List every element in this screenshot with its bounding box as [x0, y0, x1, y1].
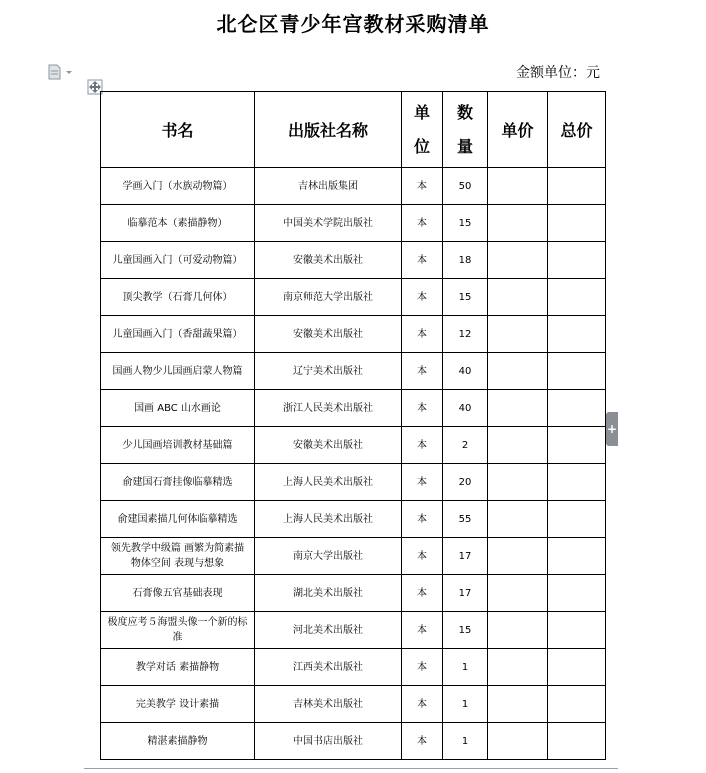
- table-row: [101, 723, 606, 760]
- unit-cell[interactable]: 本: [402, 686, 443, 723]
- total-price-cell[interactable]: [548, 723, 606, 760]
- unit-cell[interactable]: 本: [402, 575, 443, 612]
- table-row: [101, 316, 606, 353]
- document-title: 北仑区青少年宫教材采购清单: [216, 12, 490, 36]
- publisher-cell[interactable]: 南京大学出版社: [255, 538, 402, 575]
- unit-price-cell[interactable]: [488, 575, 548, 612]
- publisher-cell[interactable]: 浙江人民美术出版社: [255, 390, 402, 427]
- quantity-cell[interactable]: 18: [443, 242, 488, 279]
- publisher-cell[interactable]: 安徽美术出版社: [255, 427, 402, 464]
- quantity-cell[interactable]: 15: [443, 612, 488, 649]
- header-unit-top: 单: [413, 102, 430, 122]
- total-price-cell[interactable]: [548, 464, 606, 501]
- unit-cell[interactable]: 本: [402, 353, 443, 390]
- purchase-table: [100, 91, 606, 760]
- table-row: [101, 686, 606, 723]
- table-row: [101, 390, 606, 427]
- unit-price-cell[interactable]: [488, 205, 548, 242]
- book-name-cell[interactable]: 俞建国石膏挂像临摹精选: [101, 464, 255, 501]
- quantity-cell[interactable]: 1: [443, 686, 488, 723]
- book-name-cell[interactable]: 儿童国画入门（香甜蔬果篇）: [101, 316, 255, 353]
- publisher-cell[interactable]: 安徽美术出版社: [255, 316, 402, 353]
- book-name-cell[interactable]: 学画入门（水族动物篇）: [101, 168, 255, 205]
- table-row: [101, 538, 606, 575]
- book-name-cell[interactable]: 儿童国画入门（可爱动物篇）: [101, 242, 255, 279]
- publisher-cell[interactable]: 吉林出版集团: [255, 168, 402, 205]
- unit-cell[interactable]: 本: [402, 723, 443, 760]
- page-bottom-divider: [84, 768, 618, 769]
- publisher-cell[interactable]: 辽宁美术出版社: [255, 353, 402, 390]
- header-unit: [402, 92, 443, 168]
- book-name-cell[interactable]: 少儿国画培训教材基础篇: [101, 427, 255, 464]
- expand-panel-icon[interactable]: +: [606, 412, 618, 446]
- header-unit-price: 单价: [488, 92, 548, 168]
- book-name-cell[interactable]: 教学对话 素描静物: [101, 649, 255, 686]
- publisher-cell[interactable]: 河北美术出版社: [255, 612, 402, 649]
- unit-price-cell[interactable]: [488, 464, 548, 501]
- publisher-cell[interactable]: 湖北美术出版社: [255, 575, 402, 612]
- quantity-cell[interactable]: 55: [443, 501, 488, 538]
- quantity-cell[interactable]: 15: [443, 205, 488, 242]
- amount-unit-note: 金额单位：元: [516, 65, 600, 81]
- unit-price-cell[interactable]: [488, 353, 548, 390]
- unit-cell[interactable]: 本: [402, 464, 443, 501]
- quantity-cell[interactable]: 12: [443, 316, 488, 353]
- publisher-cell[interactable]: 中国美术学院出版社: [255, 205, 402, 242]
- total-price-cell[interactable]: [548, 242, 606, 279]
- book-name-cell[interactable]: 石膏像五官基础表现: [101, 575, 255, 612]
- book-name-cell[interactable]: 国画人物少儿国画启蒙人物篇: [101, 353, 255, 390]
- unit-price-cell[interactable]: [488, 242, 548, 279]
- total-price-cell[interactable]: [548, 390, 606, 427]
- publisher-cell[interactable]: 南京师范大学出版社: [255, 279, 402, 316]
- quantity-cell[interactable]: 17: [443, 575, 488, 612]
- book-name-cell[interactable]: 俞建国素描几何体临摹精选: [101, 501, 255, 538]
- quantity-cell[interactable]: 1: [443, 649, 488, 686]
- total-price-cell[interactable]: [548, 279, 606, 316]
- unit-price-cell[interactable]: [488, 612, 548, 649]
- publisher-cell[interactable]: 中国书店出版社: [255, 723, 402, 760]
- publisher-cell[interactable]: 安徽美术出版社: [255, 242, 402, 279]
- publisher-cell[interactable]: 江西美术出版社: [255, 649, 402, 686]
- table-row: [101, 427, 606, 464]
- table-header-row: [101, 92, 606, 168]
- unit-price-cell[interactable]: [488, 686, 548, 723]
- quantity-cell[interactable]: 40: [443, 390, 488, 427]
- total-price-cell[interactable]: [548, 168, 606, 205]
- book-name-cell[interactable]: 国画 ABC 山水画论: [101, 390, 255, 427]
- table-row: [101, 464, 606, 501]
- header-quantity: [443, 92, 488, 168]
- quantity-cell[interactable]: 17: [443, 538, 488, 575]
- unit-price-cell[interactable]: [488, 501, 548, 538]
- quantity-cell[interactable]: 1: [443, 723, 488, 760]
- unit-price-cell[interactable]: [488, 649, 548, 686]
- header-qty-bottom: 量: [456, 136, 473, 156]
- unit-price-cell[interactable]: [488, 390, 548, 427]
- book-name-cell[interactable]: 极度应考５海盟头像一个新的标准: [101, 612, 255, 649]
- table-row: [101, 168, 606, 205]
- total-price-cell[interactable]: [548, 649, 606, 686]
- book-name-cell[interactable]: 顶尖教学（石膏几何体）: [101, 279, 255, 316]
- table-row: [101, 575, 606, 612]
- unit-price-cell[interactable]: [488, 168, 548, 205]
- total-price-cell[interactable]: [548, 353, 606, 390]
- book-name-cell[interactable]: 精湛素描静物: [101, 723, 255, 760]
- unit-cell[interactable]: 本: [402, 205, 443, 242]
- quantity-cell[interactable]: 50: [443, 168, 488, 205]
- total-price-cell[interactable]: [548, 501, 606, 538]
- book-name-cell[interactable]: 临摹范本（素描静物）: [101, 205, 255, 242]
- quantity-cell[interactable]: 15: [443, 279, 488, 316]
- unit-cell[interactable]: 本: [402, 316, 443, 353]
- header-total-price: 总价: [548, 92, 606, 168]
- unit-cell[interactable]: 本: [402, 390, 443, 427]
- header-book-name: 书名: [101, 92, 255, 168]
- book-name-cell[interactable]: 完美教学 设计素描: [101, 686, 255, 723]
- unit-cell[interactable]: 本: [402, 168, 443, 205]
- table-row: [101, 242, 606, 279]
- unit-price-cell[interactable]: [488, 279, 548, 316]
- unit-cell[interactable]: 本: [402, 649, 443, 686]
- document-icon[interactable]: [47, 64, 73, 80]
- table-row: [101, 501, 606, 538]
- table-row: [101, 612, 606, 649]
- unit-price-cell[interactable]: [488, 538, 548, 575]
- total-price-cell[interactable]: [548, 575, 606, 612]
- unit-price-cell[interactable]: [488, 316, 548, 353]
- quantity-cell[interactable]: 40: [443, 353, 488, 390]
- total-price-cell[interactable]: [548, 612, 606, 649]
- total-price-cell[interactable]: [548, 316, 606, 353]
- total-price-cell[interactable]: [548, 427, 606, 464]
- unit-cell[interactable]: 本: [402, 242, 443, 279]
- publisher-cell[interactable]: 上海人民美术出版社: [255, 464, 402, 501]
- unit-cell[interactable]: 本: [402, 612, 443, 649]
- table-row: [101, 353, 606, 390]
- unit-cell[interactable]: 本: [402, 427, 443, 464]
- publisher-cell[interactable]: 上海人民美术出版社: [255, 501, 402, 538]
- total-price-cell[interactable]: [548, 686, 606, 723]
- header-publisher: 出版社名称: [255, 92, 402, 168]
- unit-price-cell[interactable]: [488, 427, 548, 464]
- header-qty-top: 数: [456, 102, 473, 122]
- quantity-cell[interactable]: 2: [443, 427, 488, 464]
- total-price-cell[interactable]: [548, 538, 606, 575]
- quantity-cell[interactable]: 20: [443, 464, 488, 501]
- table-row: [101, 205, 606, 242]
- unit-cell[interactable]: 本: [402, 538, 443, 575]
- unit-price-cell[interactable]: [488, 723, 548, 760]
- table-row: [101, 279, 606, 316]
- total-price-cell[interactable]: [548, 205, 606, 242]
- book-name-cell[interactable]: 领先教学中级篇 画繁为简素描物体空间 表现与想象: [101, 538, 255, 575]
- unit-cell[interactable]: 本: [402, 501, 443, 538]
- publisher-cell[interactable]: 吉林美术出版社: [255, 686, 402, 723]
- header-unit-bottom: 位: [413, 136, 430, 156]
- table-row: [101, 649, 606, 686]
- unit-cell[interactable]: 本: [402, 279, 443, 316]
